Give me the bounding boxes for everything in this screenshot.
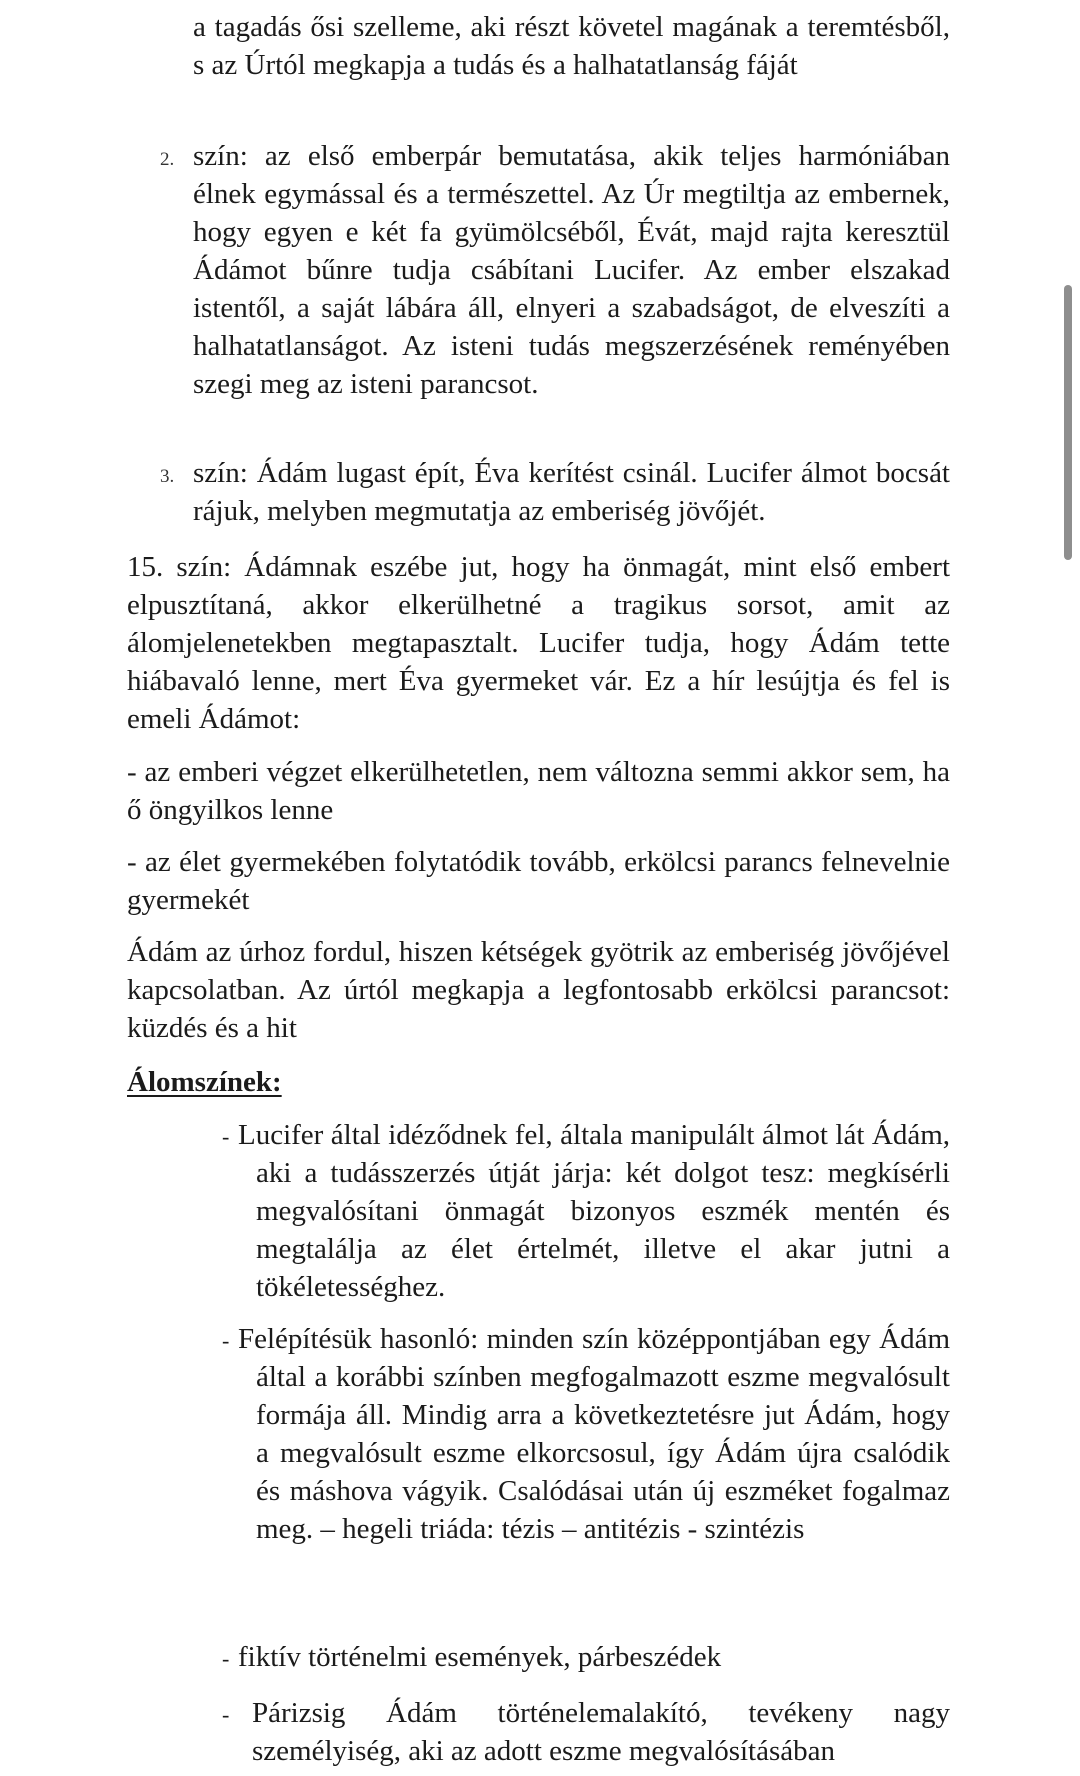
bullet-1 [238, 1116, 950, 1306]
item-3-paragraph [193, 454, 950, 530]
item-2-text: szín: az első emberpár bemutatása, akik teljes harmóniában élnek egymással és a természettel. Az Úr megtiltja az embernek, hogy egyen e két fa gyümölcséből, Évát, majd rajta keresztül Ádámot bűnre tudja csábítani Lucifer. Az ember elszakad istentől, a saját lábára áll, elnyeri a szabadságot, de elveszíti a halhatatlanságot. Az isteni tudás megszerzésének reményében szegi meg az isteni parancsot. [193, 140, 950, 400]
section-heading: Álomszínek: [127, 1066, 282, 1098]
bullet-4-text: Párizsig Ádám történelemalakító, tevékeny nagy személyiség, aki az adott eszme megvalósításában [252, 1697, 950, 1767]
scene-15-text: 15. szín: Ádámnak eszébe jut, hogy ha önmagát, mint első embert elpusztítaná, akkor elkerülhetné a tragikus sorsot, amit az álomjelenetekben megtapasztalt. Lucifer tudja, hogy Ádám tette hiábavaló lenne, mert Éva gyermeket vár. Ez a hír lesújtja és fel is emeli Ádámot: [127, 551, 950, 735]
bullet-3-marker: - [222, 1646, 230, 1671]
intro-tail-text: a tagadás ősi szelleme, aki részt követel magának a teremtésből, s az Úrtól megkapja a tudás és a halhatatlanság fáját [193, 11, 950, 81]
bullet-2 [238, 1320, 950, 1548]
intro-tail-paragraph [193, 8, 950, 84]
scrollbar-thumb[interactable] [1064, 285, 1072, 560]
bullet-2-marker: - [222, 1328, 230, 1353]
bullet-1-text: Lucifer által idéződnek fel, általa manipulált álmot lát Ádám, aki a tudásszerzés útját járja: két dolgot tesz: megkísérli megvalósítani önmagát bizonyos eszmék mentén és megtalálja az élet értelmét, illetve el akar jutni a tökéletességhez. [238, 1119, 950, 1303]
ur-paragraph [127, 933, 950, 1047]
bullet-4 [238, 1694, 950, 1770]
bullet-4-marker: - [222, 1702, 230, 1727]
bullet-2-text: Felépítésük hasonló: minden szín középpontjában egy Ádám által a korábbi színben megfogalmazott eszme megvalósult formája áll. Mindig arra a következtetésre jut Ádám, hogy a megvalósult eszme elkorcsosul, így Ádám újra csalódik és máshova vágyik. Csalódásai után új eszméket fogalmaz meg. – hegeli triáda: tézis – antitézis - szintézis [238, 1323, 950, 1545]
bullet-3 [238, 1638, 950, 1676]
item-2-paragraph [193, 137, 950, 403]
item-2-number: 2. [160, 149, 175, 170]
dash-item-1 [127, 753, 950, 829]
scene-15-paragraph [127, 548, 950, 738]
bullet-3-text: fiktív történelmi események, párbeszédek [238, 1641, 722, 1673]
bullet-1-marker: - [222, 1124, 230, 1149]
item-3-number: 3. [160, 466, 175, 487]
item-3-text: szín: Ádám lugast épít, Éva kerítést csinál. Lucifer álmot bocsát rájuk, melyben megmutatja az emberiség jövőjét. [193, 457, 950, 527]
dash-item-2-text: - az élet gyermekében folytatódik tovább, erkölcsi parancs felnevelnie gyermekét [127, 846, 950, 916]
dash-item-2 [127, 843, 950, 919]
ur-paragraph-text: Ádám az úrhoz fordul, hiszen kétségek gyötrik az emberiség jövőjével kapcsolatban. Az úrtól megkapja a legfontosabb erkölcsi parancsot: küzdés és a hit [127, 936, 950, 1044]
dash-item-1-text: - az emberi végzet elkerülhetetlen, nem változna semmi akkor sem, ha ő öngyilkos lenne [127, 756, 950, 826]
